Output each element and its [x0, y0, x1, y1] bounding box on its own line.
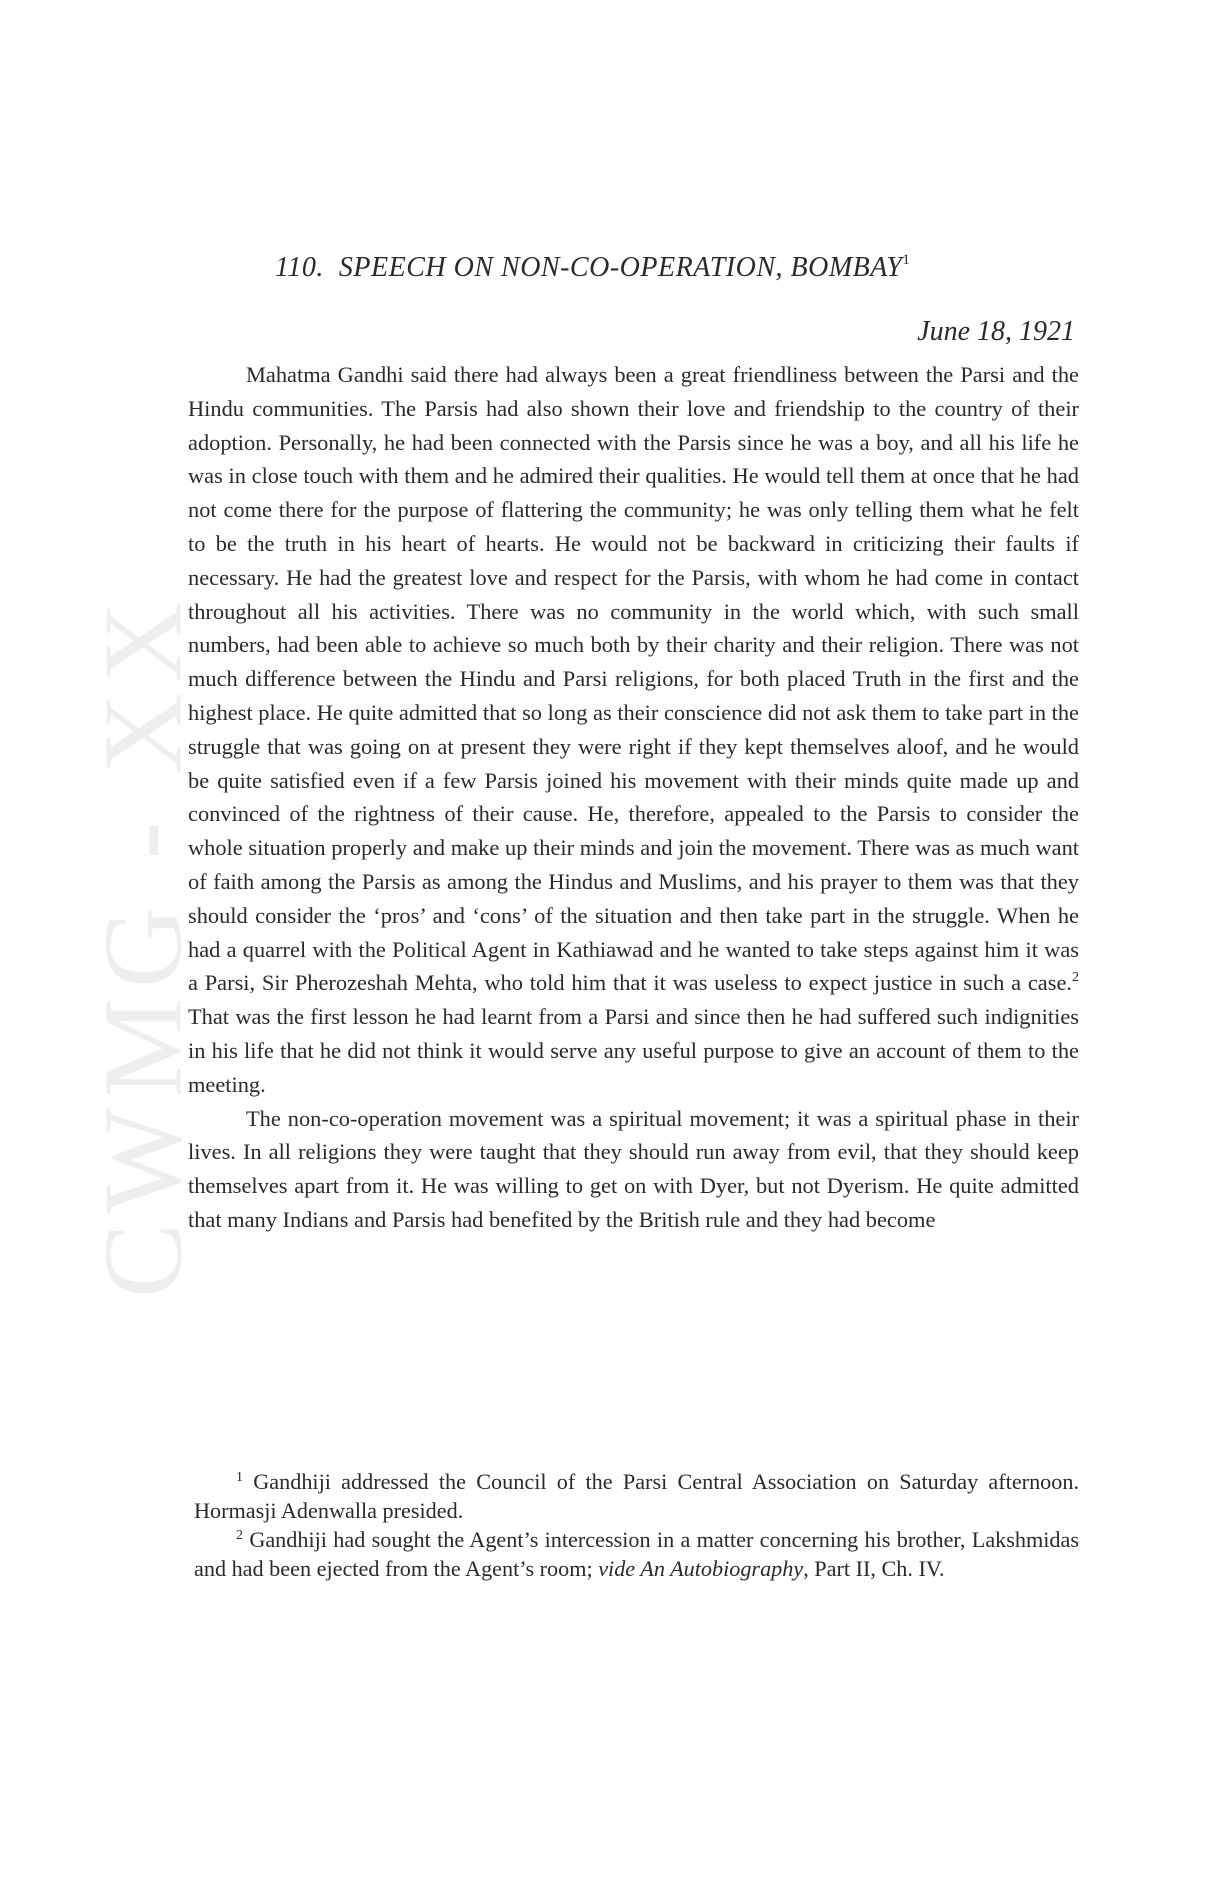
footnote-2-number: 2 — [236, 1528, 243, 1543]
footnote-1 — [194, 1467, 1079, 1525]
watermark-text: CWMG - XX — [81, 592, 206, 1298]
paragraph-2: The non-co-operation movement was a spiritual movement; it was a spiritual phase in their lives. In all religions they were taught that they should run away from evil, that they should keep themselves apart from it. He was willing to get on with Dyer, but not Dyerism. He quite admitted that many Indians and Parsis had benefited by the British rule and they had become — [188, 1105, 1079, 1232]
footnote-2-text-a: Gandhiji had sought the Agent’s intercession in a matter concerning his brother, Lakshmidas and had been ejected from the Agent’s room; — [194, 1527, 1079, 1581]
paragraph-1-part-b: That was the first lesson he had learnt from a Parsi and since then he had suffered such indignities in his life that he did not think it would serve any useful purpose to give an account of them to the meeting. — [188, 1004, 1079, 1097]
title-number: 110. — [275, 252, 324, 283]
paragraph-1 — [188, 358, 1079, 1102]
title-text: SPEECH ON NON-CO-OPERATION, BOMBAY — [338, 252, 903, 283]
body-text — [188, 358, 1079, 1237]
footnote-2-citation: vide An Autobiography — [598, 1556, 804, 1581]
page-title — [275, 252, 910, 284]
title-footnote-ref[interactable]: 1 — [902, 252, 911, 268]
footnote-ref-2[interactable]: 2 — [1072, 970, 1079, 986]
footnote-1-text: Gandhiji addressed the Council of the Parsi Central Association on Saturday afternoon. Hormasji Adenwalla presided. — [194, 1469, 1079, 1523]
footnote-1-number: 1 — [236, 1470, 243, 1485]
footnotes — [194, 1467, 1079, 1583]
paragraph-1-part-a: Mahatma Gandhi said there had always been a great friendliness between the Parsi and the Hindu communities. The Parsis had also shown their love and friendship to the country of their adoption. Personally, he had been connected with the Parsis since he was a boy, and all his life he was in close touch with them and he admired their qualities. He would tell them at once that he had not come there for the purpose of flattering the community; he was only telling them what he felt to be the truth in his heart of hearts. He would not be backward in criticizing their faults if necessary. He had the greatest love and respect for the Parsis, with whom he had come in contact throughout all his activities. There was no community in the world which, with such small numbers, had been able to achieve so much both by their charity and their religion. There was not much difference between the Hindu and Parsi religions, for both placed Truth in the first and the highest place. He quite admitted that so long as their conscience did not ask them to take part in the struggle that was going on at present they were right if they kept themselves aloof, and he would be quite satisfied even if a few Parsis joined his movement with their minds quite made up and convinced of the rightness of their cause. He, therefore, appealed to the Parsis to consider the whole situation properly and make up their minds and join the movement. There was as much want of faith among the Parsis as among the Hindus and Muslims, and his prayer to them was that they should consider the ‘pros’ and ‘cons’ of the situation and then take part in the struggle. When he had a quarrel with the Political Agent in Kathiawad and he wanted to take steps against him it was a Parsi, Sir Pherozeshah Mehta, who told him that it was useless to expect justice in such a case. — [188, 362, 1079, 996]
speech-date: June 18, 1921 — [917, 316, 1075, 347]
footnote-2 — [194, 1525, 1079, 1583]
footnote-2-text-b: , Part II, Ch. IV. — [803, 1556, 945, 1581]
